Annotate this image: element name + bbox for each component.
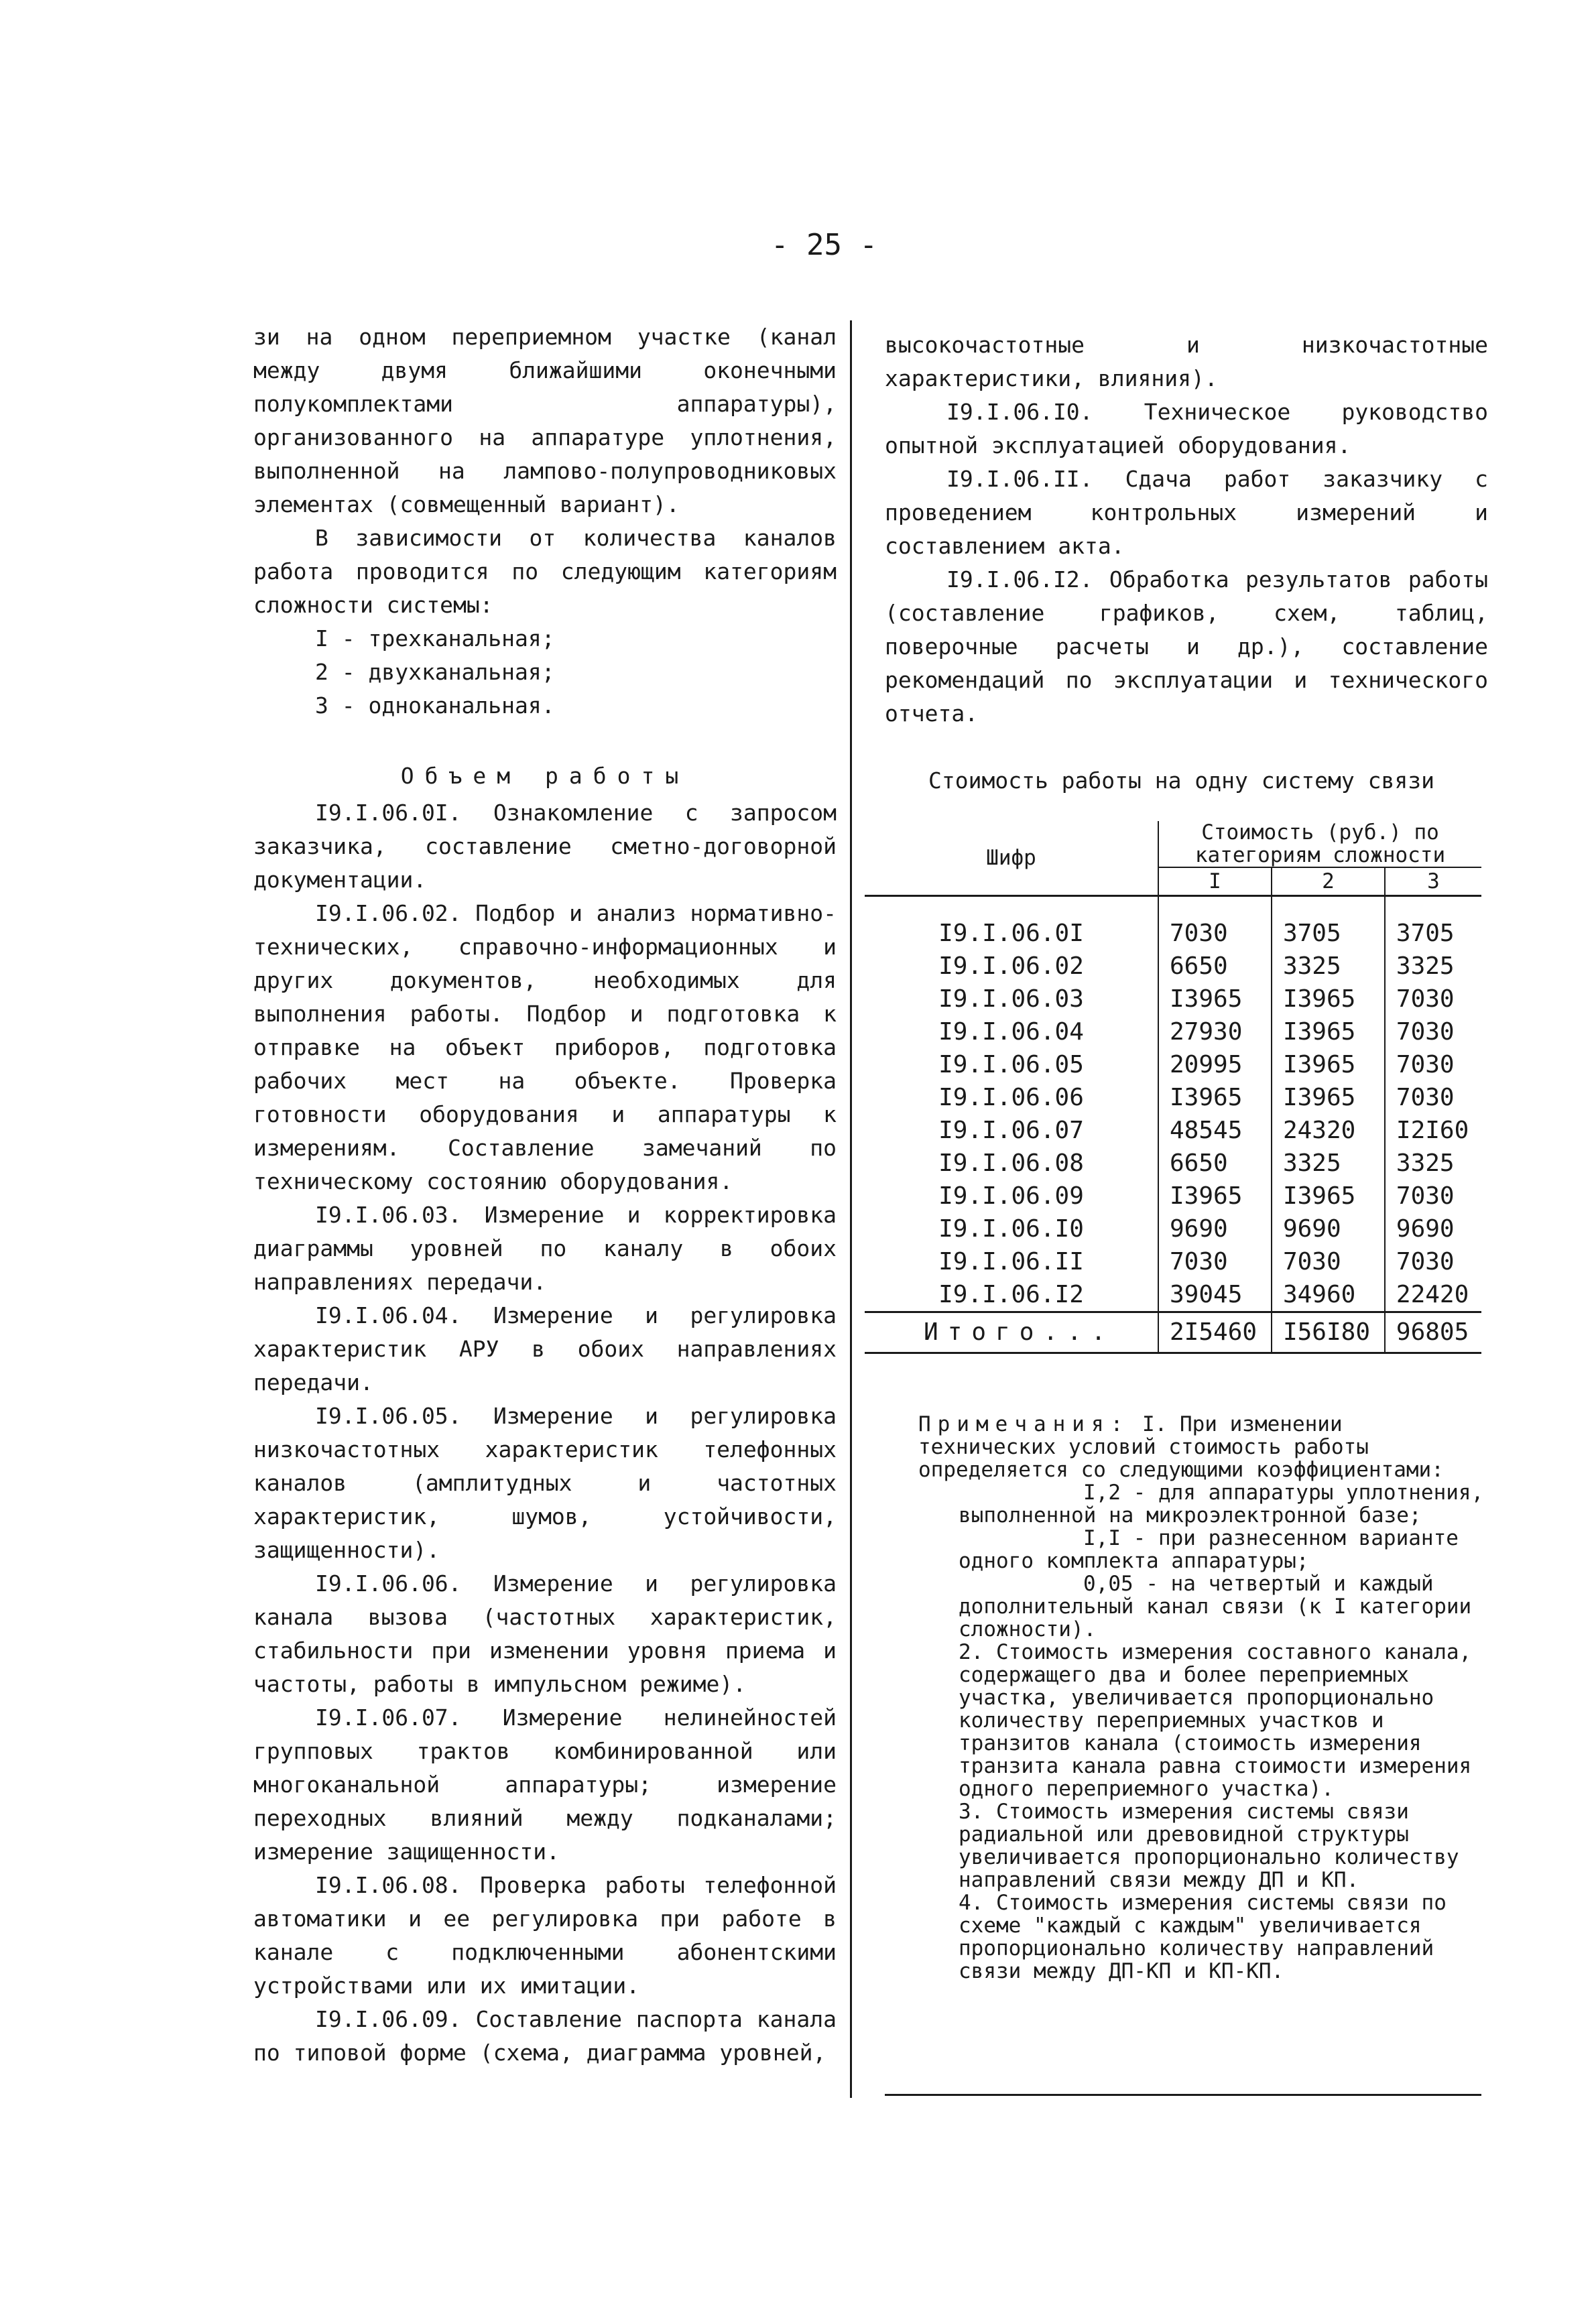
row-code: I9.I.06.II	[865, 1245, 1158, 1278]
category-item: I - трехканальная;	[315, 625, 555, 651]
cost-cat-1: 9690	[1158, 1212, 1272, 1245]
header-cost: Стоимость (руб.) по категориям сложности	[1158, 821, 1481, 867]
row-code: I9.I.06.I0	[865, 1212, 1158, 1245]
table-total-row	[865, 1312, 1481, 1353]
cost-table	[865, 821, 1481, 1354]
left-continuation-paragraph: зи на одном переприемном участке (канал между двумя ближайшими оконечными полукомплектами аппаратуры), организованного на аппаратуре уплотнения, выполненной на лампово-полупроводниковых элементах (совмещенный вариант).	[253, 324, 837, 517]
row-code: I9.I.06.02	[865, 950, 1158, 983]
header-category-2: 2	[1272, 867, 1385, 896]
table-row	[865, 950, 1481, 983]
right-column	[885, 328, 1488, 731]
cost-cat-1: 7030	[1158, 1245, 1272, 1278]
row-code: I9.I.06.04	[865, 1015, 1158, 1048]
work-item: I9.I.06.02. Подбор и анализ нормативно-технических, справочно-информационных и других документов, необходимых для выполнения работы. Подбор и подготовка к отправке на объект приборов, подготовка рабочих мест на объекте. Проверка готовности оборудования и аппаратуры к измерениям. Составление замечаний по техническому состоянию оборудования.	[253, 900, 837, 1194]
cost-cat-3: I2I60	[1396, 1117, 1469, 1144]
cost-cat-2: 34960	[1272, 1278, 1385, 1312]
cost-cat-3: 3325	[1396, 952, 1455, 980]
cost-cat-1: I3965	[1158, 1081, 1272, 1114]
cost-cat-3: 7030	[1396, 1051, 1455, 1078]
table-header-row	[865, 821, 1481, 867]
table-row	[865, 1278, 1481, 1312]
note-3: 3. Стоимость измерения системы связи радиальной или древовидной структуры увеличивается пропорционально количеству направлений связи между ДП и КП.	[959, 1800, 1459, 1892]
table-spacer-row	[865, 896, 1481, 918]
note-1-text: I. При изменении технических условий стоимость работы определяется со следующими коэффициентами:	[918, 1412, 1444, 1482]
table-row	[865, 1180, 1481, 1212]
cost-cat-1: 6650	[1158, 950, 1272, 983]
table-row	[865, 1212, 1481, 1245]
total-cat-1: 2I5460	[1158, 1312, 1272, 1353]
cost-cat-3: 7030	[1396, 1084, 1455, 1111]
table-caption: Стоимость работы на одну систему связи	[928, 767, 1434, 794]
table-row	[865, 1114, 1481, 1147]
cost-cat-3: 9690	[1396, 1215, 1455, 1243]
work-item: I9.I.06.05. Измерение и регулировка низкочастотных характеристик телефонных каналов (амплитудных и частотных характеристик, шумов, устойчивости, защищенности).	[253, 1403, 837, 1563]
cost-cat-2: I3965	[1272, 983, 1385, 1015]
cost-cat-2: 9690	[1272, 1212, 1385, 1245]
header-category-3: 3	[1385, 867, 1481, 896]
row-code: I9.I.06.03	[865, 983, 1158, 1015]
cost-cat-1: 48545	[1158, 1114, 1272, 1147]
table-row	[865, 1081, 1481, 1114]
work-item: I9.I.06.03. Измерение и корректировка диаграммы уровней по каналу в обоих направлениях передачи.	[253, 1202, 837, 1295]
row-code: I9.I.06.08	[865, 1147, 1158, 1180]
work-item: I9.I.06.06. Измерение и регулировка канала вызова (частотных характеристик, стабильности при изменении уровня приема и частоты, работы в импульсном режиме).	[253, 1570, 837, 1697]
cost-cat-1: I3965	[1158, 983, 1272, 1015]
right-continuation-paragraph: высокочастотные и низкочастотные характеристики, влияния).	[885, 332, 1488, 391]
row-code: I9.I.06.05	[865, 1048, 1158, 1081]
header-code: Шифр	[865, 821, 1158, 896]
note-1-coefficient: I,2 - для аппаратуры уплотнения, выполненной на микроэлектронной базе;	[959, 1481, 1484, 1528]
notes-block	[918, 1412, 1488, 1983]
work-item: I9.I.06.04. Измерение и регулировка характеристик АРУ в обоих направлениях передачи.	[253, 1302, 837, 1395]
cost-cat-2: 3325	[1272, 1147, 1385, 1180]
row-code: I9.I.06.0I	[865, 917, 1158, 950]
cost-cat-1: I3965	[1158, 1180, 1272, 1212]
cost-cat-2: 3705	[1272, 917, 1385, 950]
table-row	[865, 1048, 1481, 1081]
work-item: I9.I.06.09. Составление паспорта канала по типовой форме (схема, диаграмма уровней,	[253, 2006, 837, 2066]
total-label: Итого...	[865, 1312, 1158, 1353]
cost-cat-3: 3705	[1396, 920, 1455, 947]
cost-cat-1: 27930	[1158, 1015, 1272, 1048]
row-code: I9.I.06.06	[865, 1081, 1158, 1114]
cost-cat-2: I3965	[1272, 1180, 1385, 1212]
cost-cat-3: 7030	[1396, 1248, 1455, 1275]
column-divider	[850, 320, 852, 2098]
work-item: I9.I.06.07. Измерение нелинейностей групповых трактов комбинированной или многоканальной аппаратуры; измерение переходных влияний между подканалами; измерение защищенности.	[253, 1704, 837, 1865]
cost-cat-3: 7030	[1396, 1018, 1455, 1046]
total-cat-3: 96805	[1385, 1312, 1481, 1353]
note-1-coefficient: I,I - при разнесенном варианте одного комплекта аппаратуры;	[959, 1526, 1459, 1573]
cost-cat-2: I3965	[1272, 1048, 1385, 1081]
total-cat-2: I56I80	[1272, 1312, 1385, 1353]
cost-cat-3: 7030	[1396, 985, 1455, 1013]
category-item: 2 - двухканальная;	[315, 659, 555, 685]
cost-cat-3: 7030	[1396, 1182, 1455, 1210]
cost-cat-1: 39045	[1158, 1278, 1272, 1312]
work-item: I9.I.06.I0. Техническое руководство опытной эксплуатацией оборудования.	[885, 399, 1488, 458]
row-code: I9.I.06.09	[865, 1180, 1158, 1212]
note-4: 4. Стоимость измерения системы связи по схеме "каждый с каждым" увеличивается пропорционально количеству направлений связи между ДП-КП и КП-КП.	[959, 1891, 1447, 1983]
page-number: - 25 -	[771, 228, 877, 262]
cost-cat-3: 3325	[1396, 1149, 1455, 1177]
table-row	[865, 983, 1481, 1015]
row-code: I9.I.06.07	[865, 1114, 1158, 1147]
table-row	[865, 1245, 1481, 1278]
category-item: 3 - одноканальная.	[315, 692, 555, 719]
notes-underline	[885, 2094, 1481, 2096]
left-column	[253, 320, 837, 2070]
note-1-coefficient: 0,05 - на четвертый и каждый дополнительный канал связи (к I категории сложности).	[959, 1572, 1472, 1641]
note-2: 2. Стоимость измерения составного канала, содержащего два и более переприемных участка, увеличивается пропорционально количеству переприемных участков и транзитов канала (стоимость измерения транзита канала равна стоимости измерения одного переприемного участка).	[959, 1640, 1472, 1801]
note-1-intro	[918, 1413, 1488, 1481]
categories-intro: В зависимости от количества каналов работа проводится по следующим категориям сложности системы:	[253, 525, 837, 618]
cost-cat-1: 20995	[1158, 1048, 1272, 1081]
cost-cat-1: 7030	[1158, 917, 1272, 950]
table-row	[865, 1147, 1481, 1180]
cost-cat-2: 7030	[1272, 1245, 1385, 1278]
cost-cat-2: I3965	[1272, 1015, 1385, 1048]
cost-cat-1: 6650	[1158, 1147, 1272, 1180]
row-code: I9.I.06.I2	[865, 1278, 1158, 1312]
cost-cat-2: I3965	[1272, 1081, 1385, 1114]
cost-cat-2: 24320	[1272, 1114, 1385, 1147]
table-row	[865, 917, 1481, 950]
work-item: I9.I.06.I2. Обработка результатов работы (составление графиков, схем, таблиц, поверочные расчеты и др.), составление рекомендаций по эксплуатации и технического отчета.	[885, 566, 1488, 727]
work-item: I9.I.06.0I. Ознакомление с запросом заказчика, составление сметно-договорной документации.	[253, 800, 837, 893]
header-category-1: I	[1158, 867, 1272, 896]
cost-cat-2: 3325	[1272, 950, 1385, 983]
table-row	[865, 1015, 1481, 1048]
section-heading: Объем работы	[400, 763, 690, 789]
notes-label: Примечания:	[918, 1412, 1130, 1436]
cost-cat-3: 22420	[1396, 1281, 1469, 1308]
work-item: I9.I.06.II. Сдача работ заказчику с проведением контрольных измерений и составлением акта.	[885, 466, 1488, 559]
work-item: I9.I.06.08. Проверка работы телефонной автоматики и ее регулировка при работе в канале с подключенными абонентскими устройствами или их имитации.	[253, 1872, 837, 1999]
